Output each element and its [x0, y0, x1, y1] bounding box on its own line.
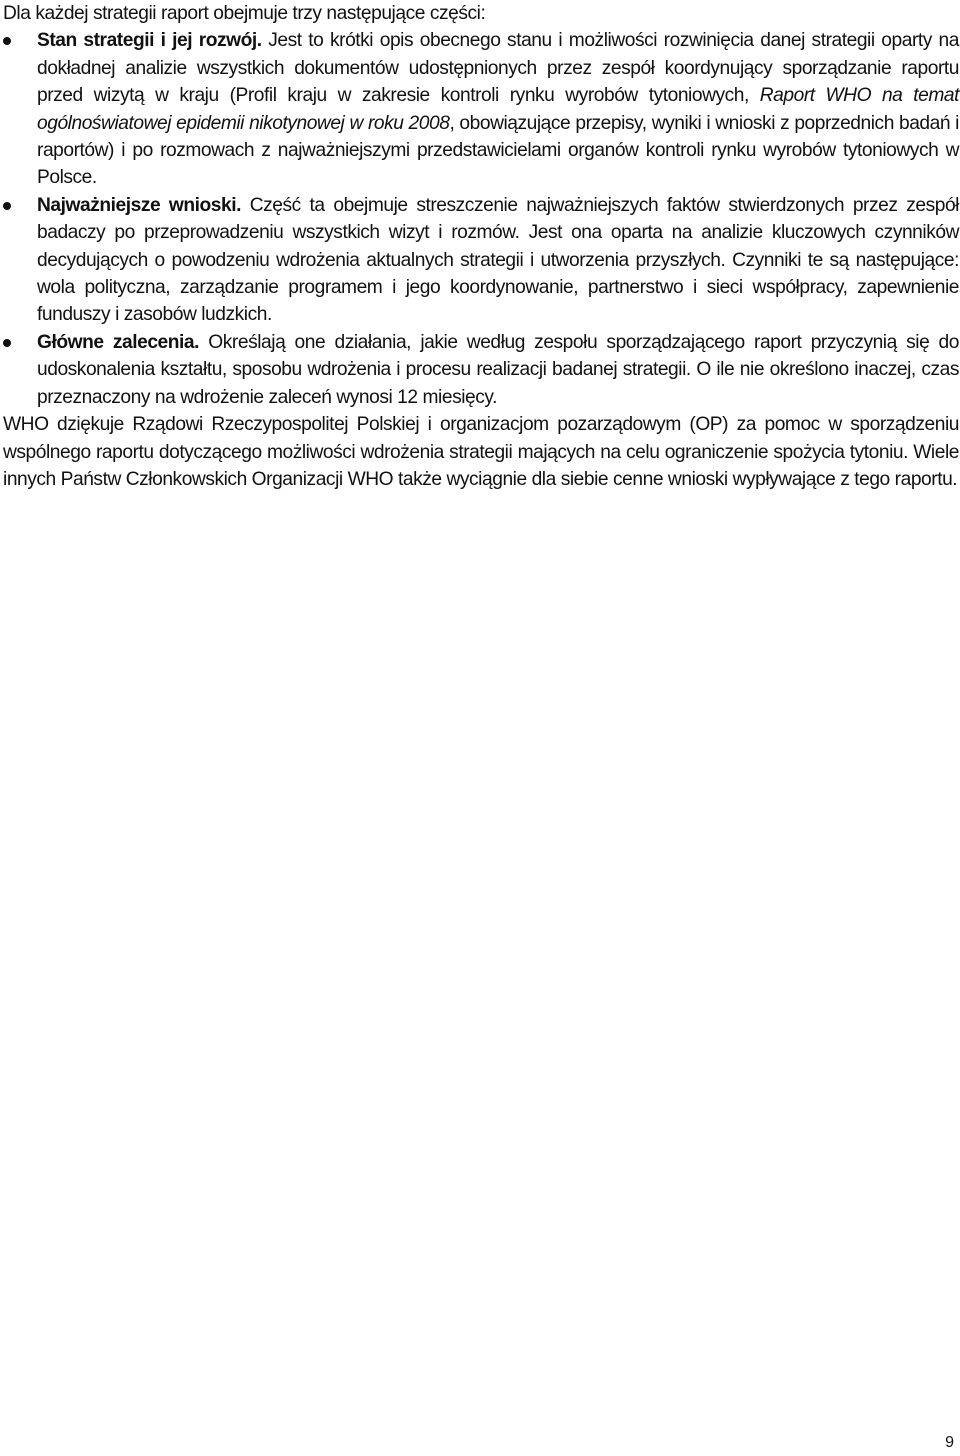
bullet-icon — [3, 202, 11, 210]
item-text: Jest to krótki opis obecnego stanu i możliwości rozwinięcia danej strategii oparty na dokładnej analizie wszystkich dokumentów udostępnionych przez zespół koordynujący sporządzanie raportu przed wizytą w kraju (Profil kraju w zakresie kontroli rynku wyrobów tytoniowych, — [37, 30, 959, 107]
bullet-icon — [3, 339, 11, 347]
item-heading: Najważniejsze wnioski. — [37, 194, 242, 216]
document-page — [3, 0, 959, 493]
bullet-icon — [3, 37, 11, 45]
item-text: Część ta obejmuje streszczenie najważniejszych faktów stwierdzonych przez zespół badaczy po przeprowadzeniu wszystkich wizyt i rozmów. Jest ona oparta na analizie kluczowych czynników decydujących o powodzeniu wdrożenia aktualnych strategii i utworzenia przyszłych. Czynniki te są następujące: wola polityczna, zarządzanie programem i jego koordynowanie, partnerstwo i sieci współpracy, zapewnienie funduszy i zasobów ludzkich. — [37, 194, 959, 326]
report-parts-list — [3, 27, 959, 411]
list-item-key-conclusions — [3, 192, 959, 329]
item-heading: Główne zalecenia. — [37, 331, 200, 353]
item-heading: Stan strategii i jej rozwój. — [37, 30, 262, 52]
item-text-continued: , obowiązujące przepisy, wyniki i wnioski z poprzednich badań i raportów) i po rozmowach z najważniejszymi przedstawicielami organów kontroli rynku wyrobów tytoniowych w Polsce. — [37, 112, 959, 189]
item-text: Określają one działania, jakie według zespołu sporządzającego raport przyczynią się do udoskonalenia kształtu, sposobu wdrożenia i procesu realizacji badanej strategii. O ile nie określono inaczej, czas przeznaczony na wdrożenie zaleceń wynosi 12 miesięcy. — [37, 331, 959, 408]
list-item-main-recommendations — [3, 329, 959, 411]
page-number: 9 — [945, 1434, 954, 1451]
item-italic-title: Raport WHO na temat ogólnoświatowej epidemii nikotynowej w roku 2008 — [37, 85, 959, 134]
intro-paragraph: Dla każdej strategii raport obejmuje trzy następujące części: — [3, 3, 486, 24]
closing-paragraph: WHO dziękuje Rządowi Rzeczypospolitej Polskiej i organizacjom pozarządowym (OP) za pomoc w sporządzeniu wspólnego raportu dotyczącego możliwości wdrożenia strategii mających na celu ograniczenie spożycia tytoniu. Wiele innych Państw Członkowskich Organizacji WHO także wyciągnie dla siebie cenne wnioski wypływające z tego raportu. — [3, 414, 959, 490]
list-item-state-of-strategy — [3, 27, 959, 191]
